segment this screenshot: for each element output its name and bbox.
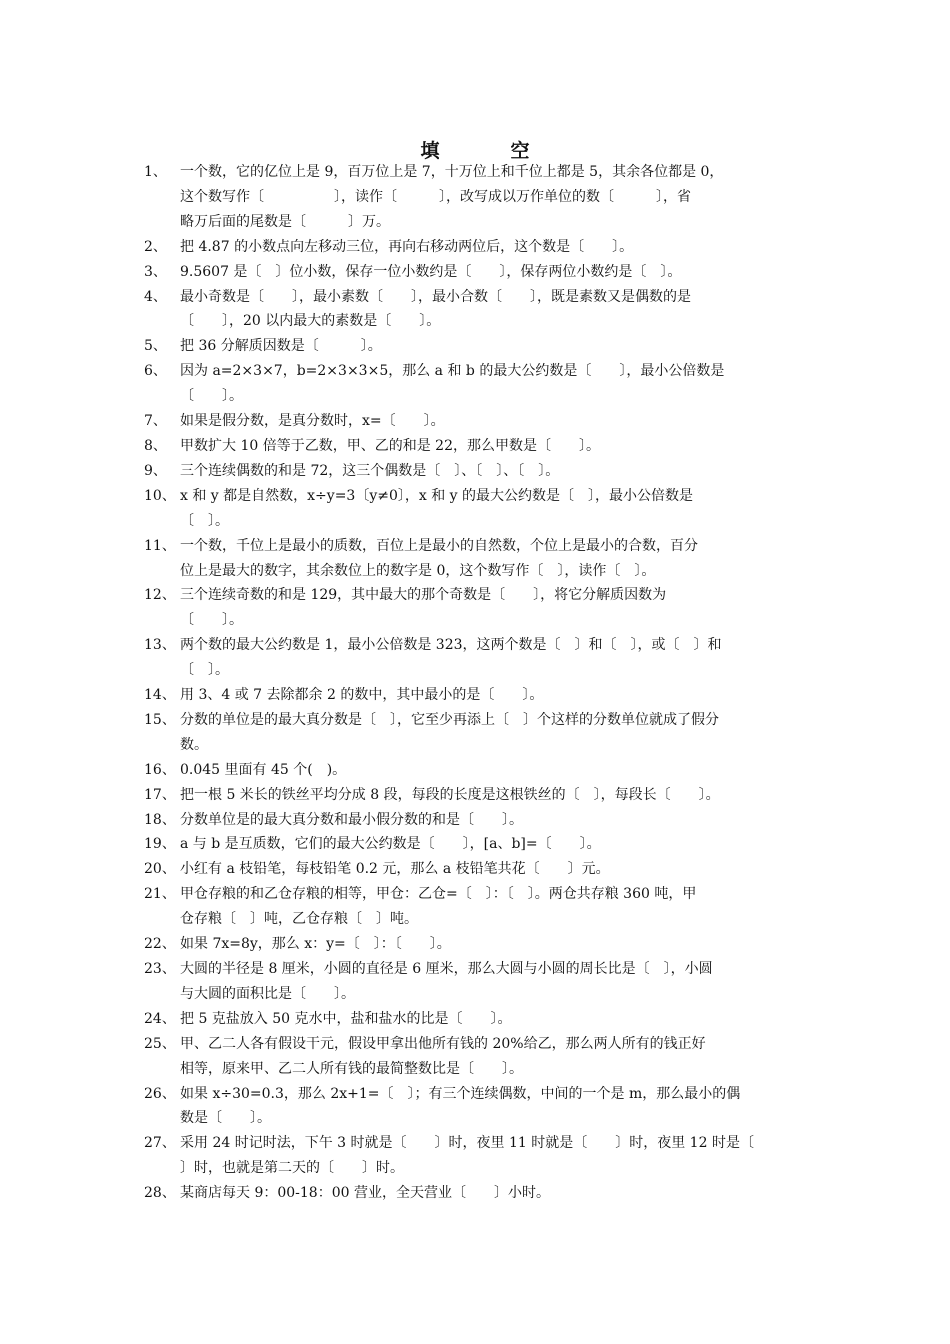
question-item [144,783,814,808]
question-item [144,285,814,335]
question-item [144,832,814,857]
question-number: 28、 [144,1185,176,1202]
question-item [144,235,814,260]
question-number: 8、 [144,437,167,454]
question-text: 大圆的半径是 8 厘米，小圆的直径是 6 厘米，那么大圆与小圆的周长比是〔 〕，小圆 [180,961,713,977]
question-number: 18、 [144,811,176,828]
question-text-continued: 相等，原来甲、乙二人所有钱的最简整数比是〔 〕。 [180,1060,523,1077]
question-text: 甲、乙二人各有假设干元，假设甲拿出他所有钱的 20%给乙，那么两人所有的钱正好 [180,1035,706,1052]
question-number: 22、 [144,936,176,953]
question-number: 21、 [144,886,176,903]
page-title: 填 空 [420,140,556,162]
question-text: 如果 x÷30=0.3，那么 2x+1=〔 〕；有三个连续偶数，中间的一个是 m，那么最小的偶 [180,1085,741,1102]
question-text: 因为 a=2×3×7，b=2×3×3×5，那么 a 和 b 的最大公约数是〔 〕，最小公倍数是 [180,363,725,380]
question-item [144,459,814,484]
question-number: 6、 [144,363,167,380]
question-text: 如果是假分数，是真分数时，x=〔 〕。 [180,413,445,430]
question-number: 24、 [144,1010,176,1027]
question-text-continued: 数是〔 〕。 [180,1110,271,1127]
question-number: 16、 [144,761,176,778]
question-number: 4、 [144,288,167,305]
question-text-continued: 〔 〕。 [180,512,229,529]
question-item [144,1181,814,1206]
question-text-continued: 〔 〕。 [180,662,229,679]
question-number: 27、 [144,1135,176,1152]
question-item [144,434,814,459]
question-item [144,857,814,882]
question-text: 甲数扩大 10 倍等于乙数，甲、乙的和是 22，那么甲数是〔 〕。 [180,437,600,454]
question-text-continued: 〔 〕。 [180,612,243,629]
question-number: 20、 [144,861,176,878]
question-number: 12、 [144,587,176,604]
question-item [144,758,814,783]
question-number: 23、 [144,961,176,977]
question-text: 某商店每天 9：00-18：00 营业，全天营业〔 〕小时。 [180,1185,550,1202]
question-number: 7、 [144,413,167,430]
question-number: 14、 [144,687,176,704]
question-text-continued: 仓存粮〔 〕吨，乙仓存粮〔 〕吨。 [180,911,418,928]
question-item [144,484,814,534]
question-text: a 与 b 是互质数，它们的最大公约数是〔 〕，[a、b]=〔 〕。 [180,836,601,853]
question-text-continued: 〔 〕。 [180,388,243,405]
question-item [144,708,814,758]
question-text: x 和 y 都是自然数，x÷y=3〔y≠0〕，x 和 y 的最大公约数是〔 〕，最小公倍数是 [180,487,694,504]
question-number: 3、 [144,263,167,280]
question-text: 三个连续奇数的和是 129，其中最大的那个奇数是〔 〕，将它分解质因数为 [180,587,667,604]
question-number: 10、 [144,487,176,504]
question-text-continued: 这个数写作〔 〕，读作〔 〕，改写成以万作单位的数〔 〕，省 [180,188,691,205]
question-text-continued: 位上是最大的数字，其余数位上的数字是 0，这个数写作〔 〕，读作〔 〕。 [180,562,656,579]
question-list [144,160,814,1206]
question-text: 把一根 5 米长的铁丝平均分成 8 段，每段的长度是这根铁丝的〔 〕，每段长〔 〕。 [180,786,720,803]
question-number: 5、 [144,338,167,355]
question-item [144,534,814,584]
question-text: 采用 24 时记时法，下午 3 时就是〔 〕时，夜里 11 时就是〔 〕时，夜里 12 时是〔 [180,1135,754,1152]
question-item [144,1131,814,1181]
question-text: 一个数，它的亿位上是 9，百万位上是 7，十万位上和千位上都是 5，其余各位都是 0， [180,164,724,180]
question-text-continued: 略万后面的尾数是〔 〕万。 [180,213,390,230]
question-item [144,932,814,957]
question-text: 9.5607 是〔 〕位小数，保存一位小数约是〔 〕，保存两位小数约是〔 〕。 [180,263,682,280]
question-item [144,1032,814,1082]
question-item [144,957,814,1007]
question-item [144,1082,814,1132]
question-number: 9、 [144,462,167,479]
question-number: 19、 [144,836,176,853]
question-text: 小红有 a 枝铅笔，每枝铅笔 0.2 元，那么 a 枝铅笔共花〔 〕元。 [180,861,610,878]
question-number: 25、 [144,1035,176,1052]
question-text: 分数的单位是的最大真分数是〔 〕，它至少再添上〔 〕个这样的分数单位就成了假分 [180,711,719,728]
question-item [144,633,814,683]
question-item [144,683,814,708]
question-text-continued: 〔 〕，20 以内最大的素数是〔 〕。 [180,313,441,330]
question-number: 1、 [144,164,167,180]
question-item [144,409,814,434]
question-text: 三个连续偶数的和是 72，这三个偶数是〔 〕、〔 〕、〔 〕。 [180,462,560,479]
question-text: 一个数，千位上是最小的质数，百位上是最小的自然数，个位上是最小的合数，百分 [180,537,698,554]
question-item [144,1007,814,1032]
question-text: 用 3、4 或 7 去除都余 2 的数中，其中最小的是〔 〕。 [180,687,544,704]
question-text-continued: 与大圆的面积比是〔 〕。 [180,985,355,1002]
question-item [144,334,814,359]
question-item [144,359,814,409]
question-number: 13、 [144,637,176,654]
question-text: 分数单位是的最大真分数和最小假分数的和是〔 〕。 [180,811,523,828]
question-item [144,882,814,932]
question-number: 17、 [144,786,176,803]
question-item [144,160,814,235]
question-text: 把 4.87 的小数点向左移动三位，再向右移动两位后，这个数是〔 〕。 [180,238,634,255]
question-text: 0.045 里面有 45 个( )。 [180,761,347,778]
question-item [144,260,814,285]
question-item [144,808,814,833]
question-number: 26、 [144,1085,176,1102]
question-text: 如果 7x=8y，那么 x：y=〔 〕：〔 〕。 [180,936,451,953]
question-item [144,583,814,633]
question-number: 11、 [144,537,176,554]
question-text-continued: 〕时，也就是第二天的〔 〕时。 [180,1160,404,1177]
question-text: 最小奇数是〔 〕，最小素数〔 〕，最小合数〔 〕，既是素数又是偶数的是 [180,288,691,305]
question-text: 两个数的最大公约数是 1，最小公倍数是 323，这两个数是〔 〕和〔 〕，或〔 〕和 [180,637,722,654]
question-text-continued: 数。 [180,736,208,753]
question-number: 2、 [144,238,167,255]
question-text: 把 5 克盐放入 50 克水中，盐和盐水的比是〔 〕。 [180,1010,512,1027]
question-number: 15、 [144,711,176,728]
question-text: 甲仓存粮的和乙仓存粮的相等，甲仓：乙仓=〔 〕：〔 〕。两仓共存粮 360 吨，甲 [180,886,697,903]
question-text: 把 36 分解质因数是〔 〕。 [180,338,382,355]
